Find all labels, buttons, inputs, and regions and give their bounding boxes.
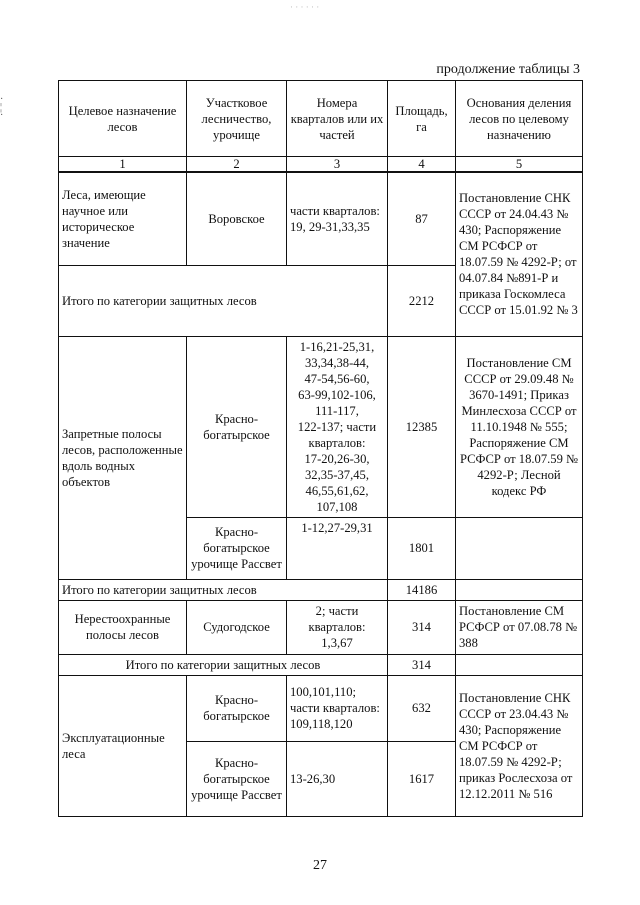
margin-mark: · ¦ · — [0, 94, 4, 121]
table-continuation-label: продолжение таблицы 3 — [436, 62, 580, 77]
area-cell: 314 — [388, 600, 456, 654]
area-cell: 632 — [388, 675, 456, 741]
area-cell: 1801 — [388, 517, 456, 579]
table-row — [59, 675, 583, 741]
col-number: 3 — [287, 157, 388, 173]
total-row — [59, 654, 583, 675]
purpose-cell: Леса, имеющие научное или историческое значение — [59, 172, 187, 265]
col-header-blocks: Номера кварталов или их частей — [287, 81, 388, 157]
total-area: 14186 — [388, 579, 456, 600]
basis-cell-empty — [456, 517, 583, 579]
table-row — [59, 336, 583, 517]
total-label: Итого по категории защитных лесов — [59, 579, 388, 600]
col-number: 4 — [388, 157, 456, 173]
purpose-cell: Нерестоохранные полосы лесов — [59, 600, 187, 654]
basis-cell: Постановление СМ РСФСР от 07.08.78 № 388 — [456, 600, 583, 654]
basis-cell: Постановление СНК СССР от 24.04.43 № 430; Распоряжение СМ РСФСР от 18.07.59 № 4292-Р; от 04.07.84 №891-Р и приказа Госкомлеса СССР от 15.01.92 № 3 — [456, 172, 583, 336]
basis-cell: Постановление СМ СССР от 29.09.48 № 3670-1491; Приказ Минлесхоза СССР от 11.10.1948 № 555; Распоряжение СМ РСФСР от 18.07.59 № 4292-Р; Лесной кодекс РФ — [456, 336, 583, 517]
blocks-cell: 1-12,27-29,31 — [287, 517, 388, 579]
total-label: Итого по категории защитных лесов — [59, 265, 388, 336]
district-cell: Красно-богатырское — [187, 336, 287, 517]
total-area: 314 — [388, 654, 456, 675]
blocks-cell: части кварталов: 19, 29-31,33,35 — [287, 172, 388, 265]
district-cell: Красно-богатырское урочище Рассвет — [187, 517, 287, 579]
col-number: 1 — [59, 157, 187, 173]
forest-purpose-table — [58, 80, 583, 817]
district-cell: Судогодское — [187, 600, 287, 654]
col-number: 2 — [187, 157, 287, 173]
table-row — [59, 600, 583, 654]
col-number: 5 — [456, 157, 583, 173]
district-cell: Красно-богатырское — [187, 675, 287, 741]
col-header-basis: Основания деления лесов по целевому назначению — [456, 81, 583, 157]
column-number-row — [59, 157, 583, 173]
basis-cell-empty — [456, 654, 583, 675]
col-header-district: Участковое лесничество, урочище — [187, 81, 287, 157]
scan-smudge: · · · · · · — [290, 2, 320, 12]
col-header-purpose: Целевое назначение лесов — [59, 81, 187, 157]
district-cell: Воровское — [187, 172, 287, 265]
total-label: Итого по категории защитных лесов — [59, 654, 388, 675]
area-cell: 12385 — [388, 336, 456, 517]
basis-cell-empty — [456, 579, 583, 600]
area-cell: 87 — [388, 172, 456, 265]
blocks-cell: 13-26,30 — [287, 741, 388, 816]
total-row — [59, 579, 583, 600]
page-number: 27 — [313, 858, 327, 873]
col-header-area: Площадь, га — [388, 81, 456, 157]
table-header-row — [59, 81, 583, 157]
table-row — [59, 172, 583, 265]
blocks-cell: 2; части кварталов: 1,3,67 — [287, 600, 388, 654]
district-cell: Красно-богатырское урочище Рассвет — [187, 741, 287, 816]
blocks-cell: 100,101,110; части кварталов: 109,118,120 — [287, 675, 388, 741]
area-cell: 1617 — [388, 741, 456, 816]
total-area: 2212 — [388, 265, 456, 336]
purpose-cell: Эксплуатационные леса — [59, 675, 187, 816]
basis-cell: Постановление СНК СССР от 23.04.43 № 430; Распоряжение СМ РСФСР от 18.07.59 № 4292-Р; приказ Рослесхоза от 12.12.2011 № 516 — [456, 675, 583, 816]
blocks-cell: 1-16,21-25,31, 33,34,38-44, 47-54,56-60, 63-99,102-106, 111-117, 122-137; части кварталов: 17-20,26-30, 32,35-37,45, 46,55,61,62, 107,108 — [287, 336, 388, 517]
purpose-cell: Запретные полосы лесов, расположенные вдоль водных объектов — [59, 336, 187, 579]
